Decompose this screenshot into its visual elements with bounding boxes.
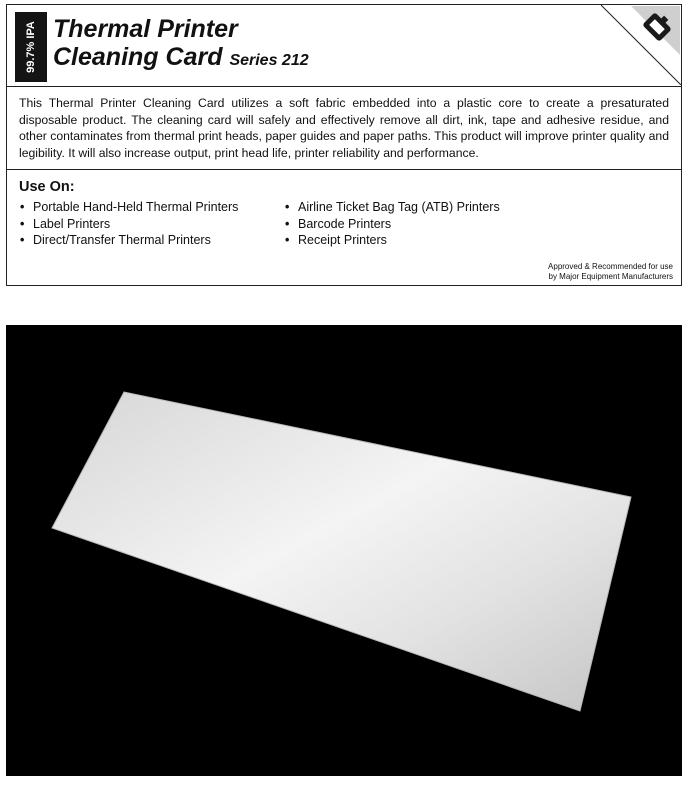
- page-title: [53, 15, 309, 75]
- product-description: This Thermal Printer Cleaning Card utilizes a soft fabric embedded into a plastic core to create a presaturated disposable product. The cleaning card will safely and effectively remove all dirt, ink, tape and adhesive residue, and other contaminates from thermal print heads, paper guides and paper paths. This product will improve printer quality and legibility. It will also increase output, print head life, printer reliability and performance.: [19, 96, 669, 160]
- title-line-1: Thermal Printer: [53, 15, 238, 43]
- use-on-heading: Use On:: [19, 179, 75, 195]
- list-item: • Receipt Printers: [284, 232, 500, 249]
- use-on-list-right: [284, 199, 500, 249]
- product-info-sheet: [6, 4, 682, 286]
- series-label: Series 212: [229, 52, 309, 69]
- use-on-list-left: [19, 199, 238, 249]
- product-photo: [6, 325, 682, 776]
- title-line-2: [53, 43, 309, 75]
- approval-note: [548, 262, 673, 282]
- approval-line-2: by Major Equipment Manufacturers: [548, 272, 673, 281]
- list-item: • Barcode Printers: [284, 216, 500, 233]
- approval-line-1: Approved & Recommended for use: [548, 262, 673, 271]
- list-item: • Airline Ticket Bag Tag (ATB) Printers: [284, 199, 500, 216]
- ipa-tab: [15, 12, 47, 82]
- cleaning-card-image: [6, 325, 682, 776]
- list-item: • Direct/Transfer Thermal Printers: [19, 232, 238, 249]
- header: [7, 5, 681, 87]
- list-item: • Label Printers: [19, 216, 238, 233]
- brand-logo-icon: [601, 5, 681, 85]
- list-item: • Portable Hand-Held Thermal Printers: [19, 199, 238, 216]
- section-divider: [7, 169, 681, 170]
- ipa-tab-label: 99.7% IPA: [25, 21, 37, 73]
- title-line-2-text: Cleaning Card: [53, 43, 223, 71]
